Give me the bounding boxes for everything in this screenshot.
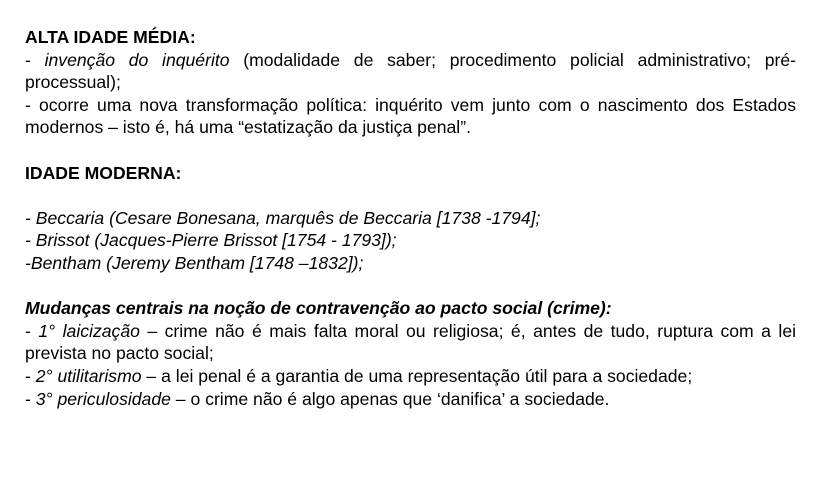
moderna-item-brissot: - Brissot (Jacques-Pierre Brissot [1754 - 1793]); bbox=[25, 230, 397, 251]
mudancas-item-periculosidade-text: – o crime não é algo apenas que ‘danifica’ a sociedade. bbox=[170, 388, 610, 409]
alta-item-transformacao: - ocorre uma nova transformação política: inquérito vem junto com o nascimento dos Estados modernos – isto é, há uma “estatização da justiça penal”. bbox=[25, 94, 796, 138]
spacer bbox=[25, 275, 796, 298]
alta-item-inquerito-text: (modalidade de saber; procedimento policial administrativo; pré-processual); bbox=[25, 49, 797, 93]
mudancas-item-periculosidade-term: 3° periculosidade bbox=[35, 388, 171, 409]
document-page bbox=[25, 26, 796, 410]
heading-idade-moderna: IDADE MODERNA: bbox=[25, 162, 182, 183]
alta-item-inquerito bbox=[25, 49, 796, 94]
mudancas-item-laicizacao-term: 1° laicização bbox=[38, 320, 140, 341]
mudancas-item-periculosidade-dash: - bbox=[25, 388, 36, 409]
heading-alta-idade-media: ALTA IDADE MÉDIA: bbox=[25, 27, 196, 47]
mudancas-item-laicizacao-dash: - bbox=[25, 320, 39, 341]
moderna-item-bentham: -Bentham (Jeremy Bentham [1748 –1832]); bbox=[25, 252, 364, 273]
alta-item-inquerito-term: invenção do inquérito bbox=[44, 49, 230, 70]
mudancas-item-laicizacao-text: – crime não é mais falta moral ou religiosa; é, antes de tudo, ruptura com a lei prevista no pacto social; bbox=[25, 320, 797, 364]
mudancas-item-laicizacao bbox=[25, 320, 796, 365]
mudancas-item-utilitarismo-dash: - bbox=[25, 365, 36, 386]
mudancas-item-periculosidade bbox=[25, 388, 796, 411]
moderna-item-beccaria: - Beccaria (Cesare Bonesana, marquês de Beccaria [1738 -1794]; bbox=[25, 207, 541, 228]
alta-item-inquerito-dash: - bbox=[25, 49, 45, 70]
spacer bbox=[25, 184, 796, 207]
spacer bbox=[25, 139, 796, 162]
mudancas-item-utilitarismo-term: 2° utilitarismo bbox=[35, 365, 142, 386]
mudancas-item-utilitarismo-text: – a lei penal é a garantia de uma representação útil para a sociedade; bbox=[141, 365, 693, 386]
mudancas-item-utilitarismo bbox=[25, 365, 796, 388]
heading-mudancas-centrais: Mudanças centrais na noção de contravenção ao pacto social (crime): bbox=[25, 298, 612, 319]
